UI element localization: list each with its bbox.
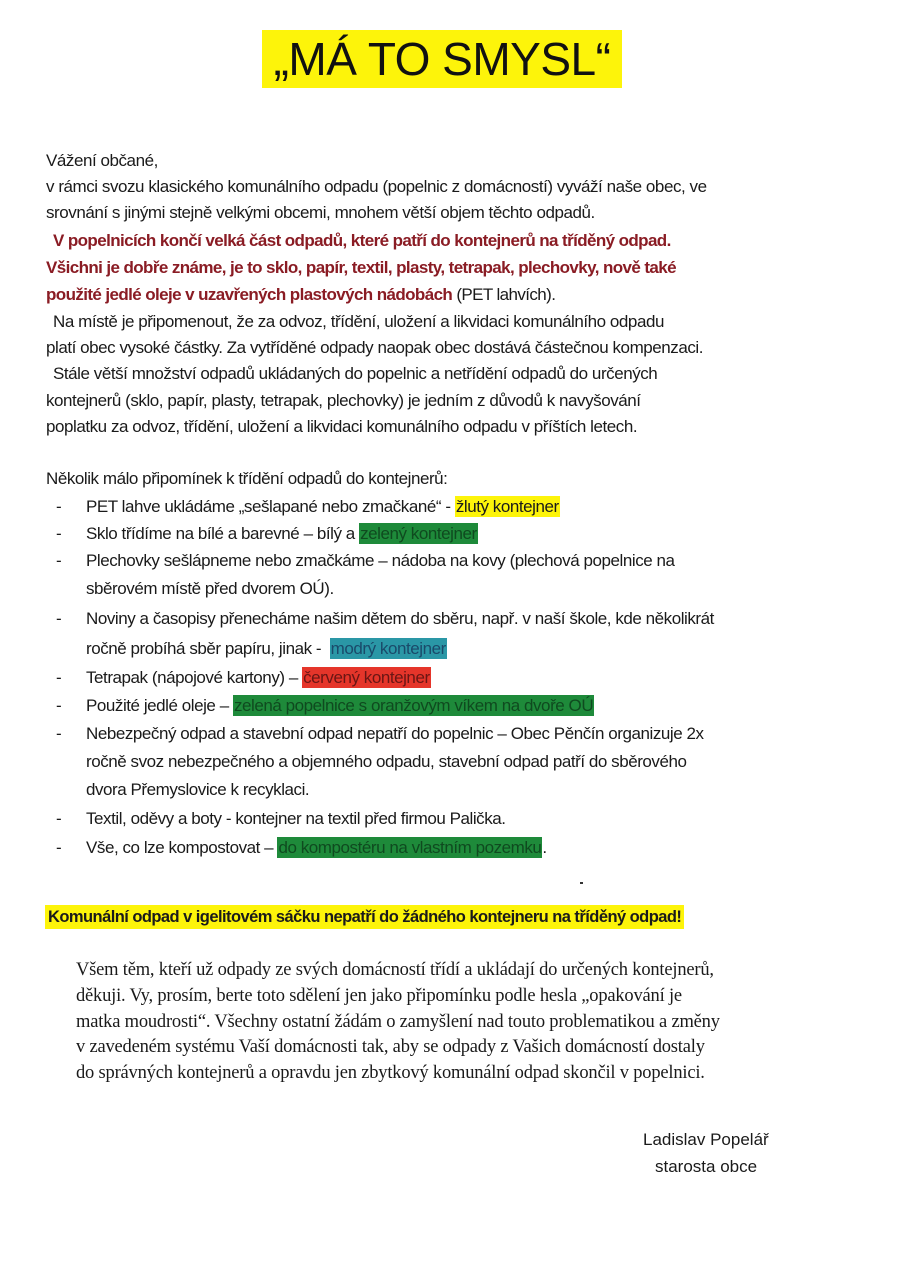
list-item-text: Nebezpečný odpad a stavební odpad nepatří do popelnic – Obec Pěnčín organizuje 2x [86,724,704,743]
list-item-text: sběrovém místě před dvorem OÚ). [86,579,334,598]
emphasis-line-3 [46,282,555,308]
closing-line-1: Všem těm, kteří už odpady ze svých domácností třídí a ukládají do určených kontejnerů, [76,960,714,980]
closing-line-2: děkuji. Vy, prosím, berte toto sdělení jen jako připomínku podle hesla „opakování je [76,986,682,1006]
list-dash: - [56,497,62,516]
paragraph2-line-4: kontejnerů (sklo, papír, plasty, tetrapak, plechovky) je jedním z důvodů k navyšování [46,391,641,410]
closing-line-3: matka moudrosti“. Všechny ostatní žádám o zamyšlení nad touto problematikou a změny [76,1012,720,1032]
list-item-text: Tetrapak (nápojové kartony) – [86,668,303,687]
list-heading: Několik málo připomínek k třídění odpadů do kontejnerů: [46,469,448,488]
paragraph2-line-3: Stále větší množství odpadů ukládaných do popelnic a netřídění odpadů do určených [53,364,658,383]
list-item-text: dvora Přemyslovice k recyklaci. [86,780,310,799]
list-dash: - [56,668,62,687]
page-title: „MÁ TO SMYSL“ [273,33,611,85]
list-dash: - [56,524,62,543]
list-dash: - [56,838,62,857]
emphasis-line-1: V popelnicích končí velká část odpadů, které patří do kontejnerů na tříděný odpad. [53,231,671,250]
list-dash: - [56,551,62,570]
paragraph2-line-1: Na místě je připomenout, že za odvoz, třídění, uložení a likvidaci komunálního odpadu [53,312,664,331]
stray-mark [580,882,583,884]
highlight-blue: modrý kontejner [330,639,446,658]
list-item-text: PET lahve ukládáme „sešlapané nebo zmačkané“ - [86,497,455,516]
paragraph2-line-5: poplatku za odvoz, třídění, uložení a likvidaci komunálního odpadu v příštích letech. [46,417,638,436]
list-dash: - [56,724,62,743]
list-item-text: Vše, co lze kompostovat – [86,838,278,857]
list-dash: - [56,609,62,628]
emphasis-bold: použité jedlé oleje v uzavřených plastových nádobách [46,285,453,304]
signature-name: Ladislav Popelář [643,1130,769,1149]
list-item-text: Použité jedlé oleje – [86,696,233,715]
signature-role: starosta obce [655,1157,758,1176]
list-item-text: Textil, oděvy a boty - kontejner na textil před firmou Palička. [86,809,506,828]
highlight-green: zelený kontejner [360,524,477,543]
highlight-red: červený kontejner [303,668,430,687]
list-item-text: Noviny a časopisy přenecháme našim dětem do sběru, např. v naší škole, kde několikrát [86,609,714,628]
highlight-yellow: žlutý kontejner [455,497,559,516]
list-dash: - [56,696,62,715]
intro-line-2: srovnání s jinými stejně velkými obcemi, mnohem větší objem těchto odpadů. [46,203,595,222]
closing-line-5: do správných kontejnerů a opravdu jen zbytkový komunální odpad skončil v popelnici. [76,1063,705,1083]
paragraph2-line-2: platí obec vysoké částky. Za vytříděné odpady naopak obec dostává částečnou kompenzaci. [46,338,703,357]
emphasis-line-2: Všichni je dobře známe, je to sklo, papír, textil, plasty, tetrapak, plechovky, nově také [46,258,676,277]
list-item-text: . [542,838,547,857]
emphasis-plain: (PET lahvích). [452,285,556,304]
list-item-text: ročně svoz nebezpečného a objemného odpadu, stavební odpad patří do sběrového [86,752,687,771]
list-item-text: ročně probíhá sběr papíru, jinak - [86,639,330,658]
intro-line-1: v rámci svozu klasického komunálního odpadu (popelnic z domácností) vyváží naše obec, ve [46,177,707,196]
greeting: Vážení občané, [46,151,158,170]
list-item-text: Plechovky sešlápneme nebo zmačkáme – nádoba na kovy (plechová popelnice na [86,551,675,570]
closing-line-4: v zavedeném systému Vaší domácnosti tak, aby se odpady z Vašich domácností dostaly [76,1037,705,1057]
highlight-green: do kompostéru na vlastním pozemku [278,838,542,857]
highlight-green: zelená popelnice s oranžovým víkem na dvoře OÚ [234,696,594,715]
list-item-text: Sklo třídíme na bílé a barevné – bílý a [86,524,360,543]
warning-banner: Komunální odpad v igelitovém sáčku nepatří do žádného kontejneru na tříděný odpad! [45,905,684,929]
list-dash: - [56,809,62,828]
